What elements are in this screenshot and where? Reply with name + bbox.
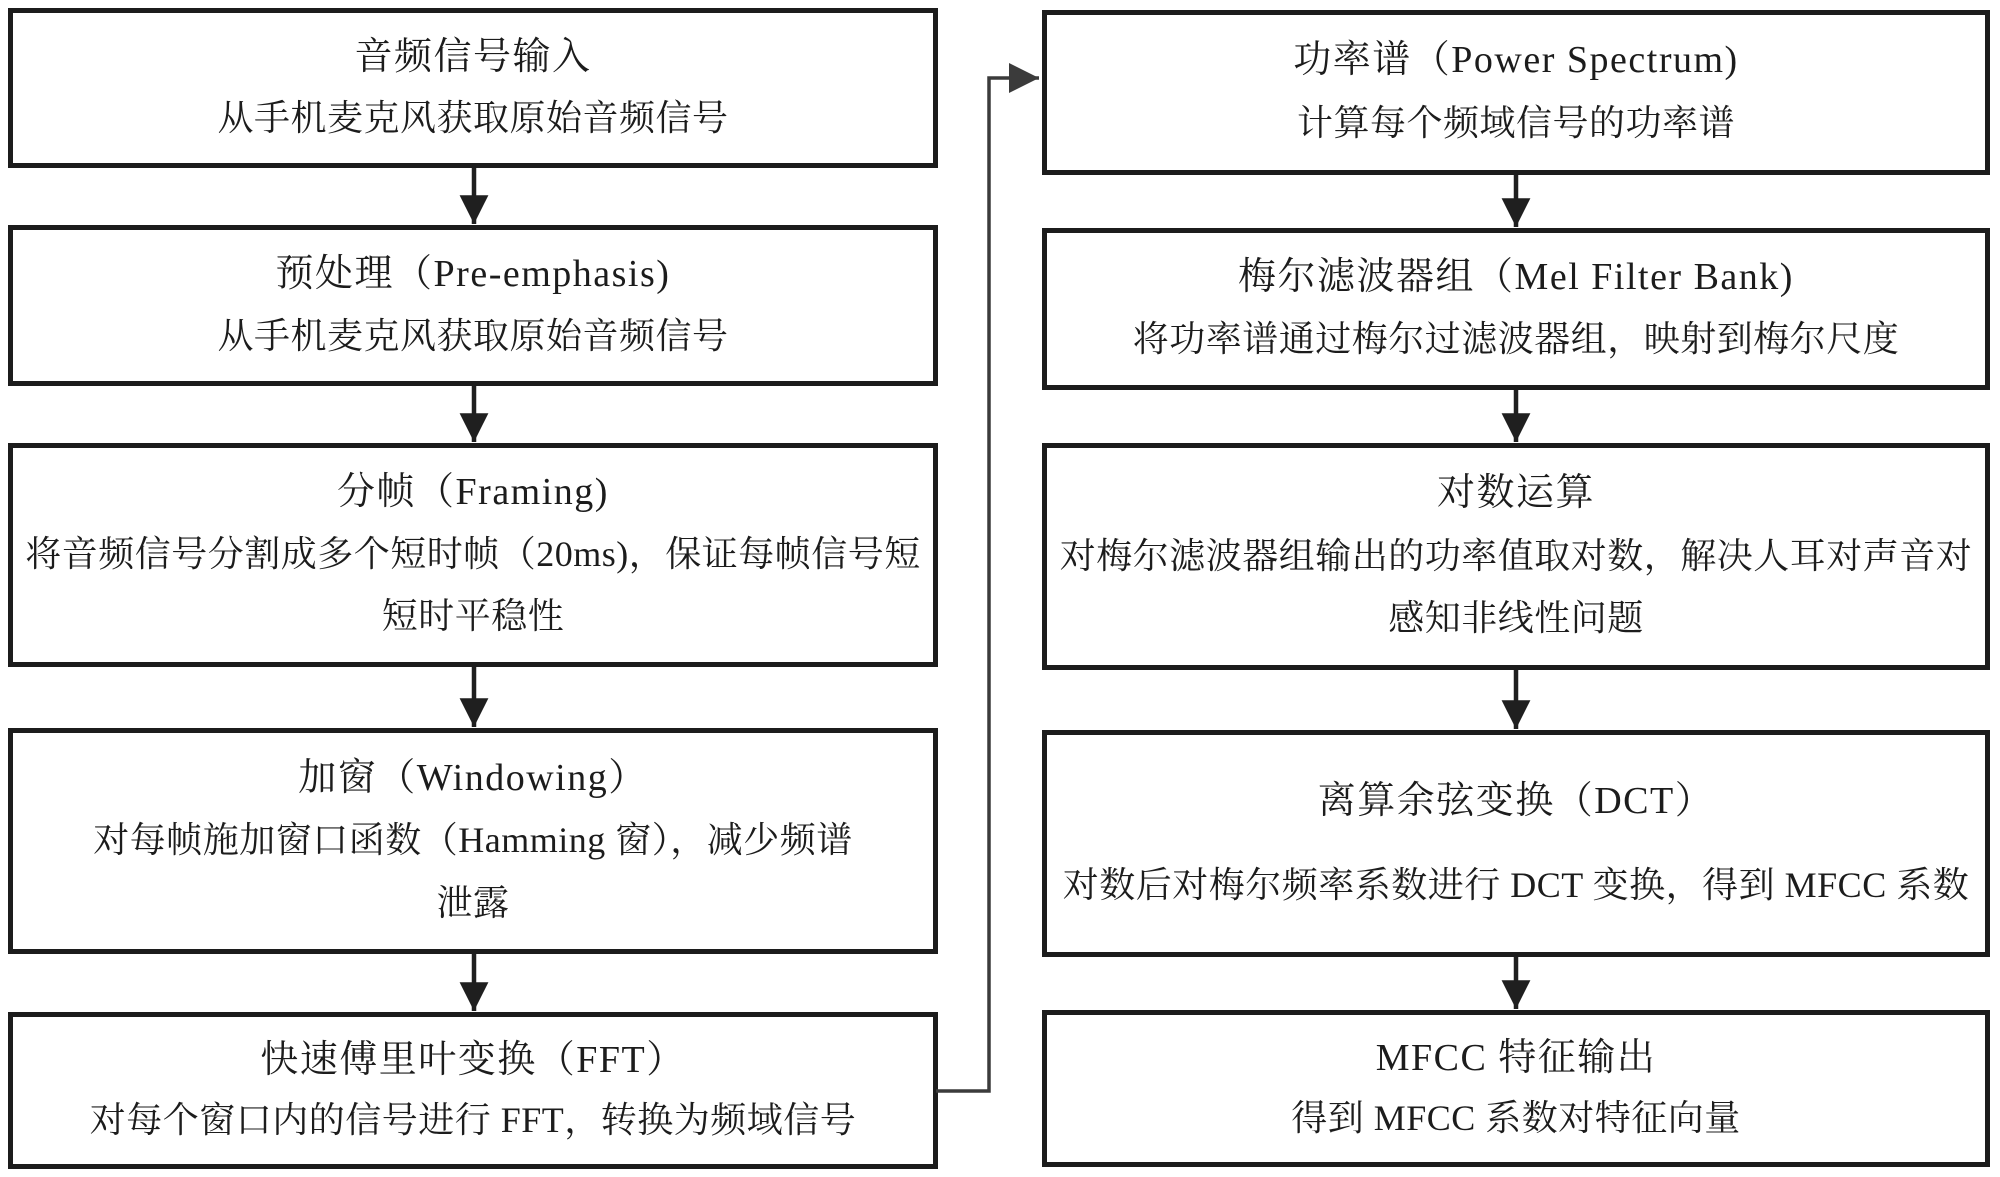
box-subtitle-line: 从手机麦克风获取原始音频信号 bbox=[217, 315, 729, 356]
box-title: 加窗（Windowing） bbox=[298, 756, 648, 799]
box-subtitle-line: 从手机麦克风获取原始音频信号 bbox=[217, 97, 729, 138]
flow-box-pre-emphasis bbox=[8, 225, 938, 386]
flow-box-dct bbox=[1042, 730, 1990, 957]
box-title: MFCC 特征输出 bbox=[1375, 1036, 1657, 1079]
box-subtitle-line: 感知非线性问题 bbox=[1388, 598, 1644, 639]
box-subtitle-line: 对数后对梅尔频率系数进行 DCT 变换，得到 MFCC 系数 bbox=[1062, 864, 1970, 905]
flow-box-windowing bbox=[8, 728, 938, 954]
box-subtitle-line: 将功率谱通过梅尔过滤波器组，映射到梅尔尺度 bbox=[1132, 319, 1900, 360]
box-subtitle-line: 短时平稳性 bbox=[381, 596, 565, 637]
box-subtitle-line: 对梅尔滤波器组输出的功率值取对数，解决人耳对声音对 bbox=[1059, 535, 1973, 576]
box-title: 对数运算 bbox=[1436, 472, 1595, 515]
box-title: 离算余弦变换（DCT） bbox=[1317, 779, 1715, 822]
box-title: 预处理（Pre-emphasis) bbox=[275, 252, 671, 295]
flow-box-mel-filter-bank bbox=[1042, 228, 1990, 390]
box-title: 功率谱（Power Spectrum) bbox=[1293, 39, 1739, 82]
box-subtitle-line: 对每个窗口内的信号进行 FFT，转换为频域信号 bbox=[89, 1099, 857, 1140]
box-subtitle-line: 得到 MFCC 系数对特征向量 bbox=[1291, 1097, 1741, 1138]
box-subtitle-line: 对每帧施加窗口函数（Hamming 窗），减少频谱 bbox=[93, 820, 853, 861]
flow-box-power-spectrum bbox=[1042, 10, 1990, 175]
flow-box-log-operation bbox=[1042, 443, 1990, 670]
box-title: 梅尔滤波器组（Mel Filter Bank) bbox=[1238, 256, 1794, 299]
box-title: 快速傅里叶变换（FFT） bbox=[260, 1038, 686, 1081]
fft-to-power-spectrum-connector bbox=[936, 78, 1039, 1091]
flow-box-audio-input bbox=[8, 8, 938, 168]
box-subtitle-line: 将音频信号分割成多个短时帧（20ms)，保证每帧信号短 bbox=[25, 534, 921, 575]
flow-box-fft bbox=[8, 1012, 938, 1169]
box-title: 分帧（Framing) bbox=[337, 471, 609, 514]
flow-box-framing bbox=[8, 443, 938, 667]
box-subtitle-line: 计算每个频域信号的功率谱 bbox=[1296, 103, 1735, 144]
flow-box-mfcc-output bbox=[1042, 1010, 1990, 1167]
box-title: 音频信号输入 bbox=[354, 35, 592, 78]
box-subtitle-line: 泄露 bbox=[436, 882, 510, 923]
